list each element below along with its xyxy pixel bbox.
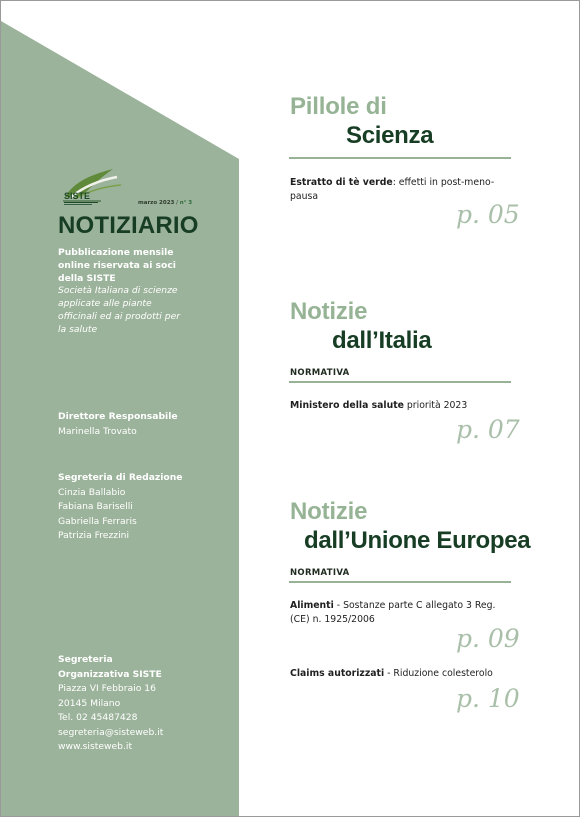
editorial-name: Fabiana Bariselli <box>58 501 133 512</box>
article-entry[interactable] <box>290 599 515 626</box>
editorial-heading: Segreteria di Redazione <box>58 472 183 483</box>
editorial-name: Cinzia Ballabio <box>58 486 126 498</box>
article-text: - Riduzione colesterolo <box>384 668 493 679</box>
section-title-secondary: dall’Italia <box>332 327 432 354</box>
intro-line: online riservata ai soci <box>58 259 176 271</box>
org-website-link[interactable]: www.sisteweb.it <box>58 741 133 752</box>
intro-line: Società Italiana di scienze <box>58 285 178 297</box>
director-heading: Direttore Responsabile <box>58 411 178 422</box>
intro-line: Pubblicazione mensile <box>58 247 174 258</box>
publication-intro <box>58 247 218 337</box>
issue-separator: / <box>174 200 180 206</box>
intro-line: della SISTE <box>58 272 116 284</box>
page-reference[interactable]: p. 07 <box>456 415 520 444</box>
org-address: Piazza VI Febbraio 16 <box>58 683 156 694</box>
intro-line: la salute <box>58 323 98 335</box>
org-city: 20145 Milano <box>58 697 121 709</box>
section-divider <box>289 381 511 383</box>
logo-wordmark: SISTE <box>64 191 91 201</box>
page-reference[interactable]: p. 09 <box>456 624 520 653</box>
editorial-block <box>58 471 233 544</box>
page-reference[interactable]: p. 05 <box>456 200 520 229</box>
section-title-secondary: Scienza <box>346 122 434 149</box>
article-entry[interactable] <box>290 667 515 681</box>
org-heading: Segreteria <box>58 654 113 665</box>
issue-date: marzo 2023 <box>138 200 175 206</box>
article-entry[interactable] <box>290 176 515 203</box>
article-title: Ministero della salute <box>290 400 404 411</box>
director-block <box>58 410 233 439</box>
article-title: Alimenti <box>290 600 334 611</box>
organization-block <box>58 653 233 755</box>
masthead-title: NOTIZIARIO <box>58 212 199 239</box>
article-text-cont: pausa <box>290 190 319 202</box>
section-category-tag: NORMATIVA <box>290 368 350 378</box>
sidebar-panel <box>1 1 239 816</box>
section-divider <box>289 157 511 159</box>
issue-info <box>138 200 192 206</box>
article-text: priorità 2023 <box>403 400 468 411</box>
issue-number: n° 3 <box>179 200 193 206</box>
org-email-link[interactable]: segreteria@sisteweb.it <box>58 726 164 738</box>
editorial-name: Patrizia Frezzini <box>58 530 130 541</box>
editorial-name: Gabriella Ferraris <box>58 515 137 527</box>
section-title-secondary: dall’Unione Europea <box>304 527 531 554</box>
article-entry[interactable] <box>290 399 515 413</box>
section-title-primary: Notizie <box>290 498 368 525</box>
org-phone: Tel. 02 45487428 <box>58 712 138 723</box>
section-title-primary: Notizie <box>290 298 368 325</box>
article-text-cont: (CE) n. 1925/2006 <box>290 613 375 625</box>
article-title: Claims autorizzati <box>290 668 385 679</box>
article-text: : effetti in post-meno- <box>392 177 495 188</box>
section-title-primary: Pillole di <box>290 93 387 120</box>
section-divider <box>289 581 511 583</box>
intro-line: applicate alle piante <box>58 298 152 310</box>
article-title: Estratto di tè verde <box>290 177 393 188</box>
org-heading: Organizzativa SISTE <box>58 668 162 680</box>
article-text: - Sostanze parte C allegato 3 Reg. <box>333 600 496 611</box>
section-category-tag: NORMATIVA <box>290 568 350 578</box>
siste-logo <box>61 167 123 207</box>
page-reference[interactable]: p. 10 <box>456 684 520 713</box>
director-name: Marinella Trovato <box>58 425 137 437</box>
intro-line: officinali ed ai prodotti per <box>58 310 181 322</box>
